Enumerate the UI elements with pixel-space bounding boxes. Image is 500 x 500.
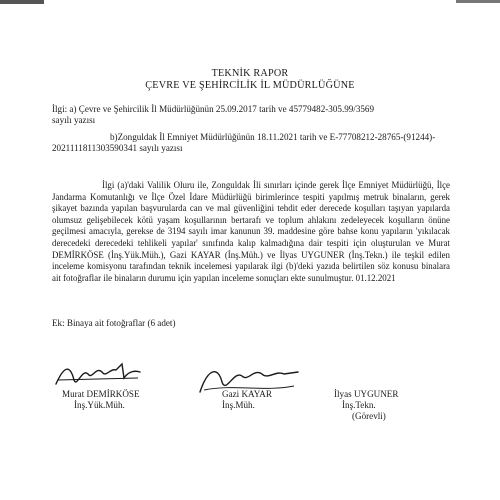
reference-a-continuation: sayılı yazısı xyxy=(52,115,96,125)
signatory-2 xyxy=(222,389,272,411)
reference-a: İlgi: a) Çevre ve Şehircilik İl Müdürlüğünün 25.09.2017 tarih ve 45779482-305.99/3569 xyxy=(52,104,375,114)
signatory-1 xyxy=(62,389,140,411)
scan-edge-mark xyxy=(0,0,500,8)
signatory-3-role: İnş.Tekn. xyxy=(342,400,376,410)
report-recipient: ÇEVRE VE ŞEHİRCİLİK İL MÜDÜRLÜĞÜNE xyxy=(145,80,355,91)
signatory-1-name: Murat DEMİRKÖSE xyxy=(62,389,140,399)
reference-b-continuation: 2021111811303590341 sayılı yazısı xyxy=(52,143,183,153)
signatory-3-name: İlyas UYGUNER xyxy=(334,389,399,399)
signatory-3 xyxy=(334,389,398,422)
reference-b: b)Zonguldak İl Emniyet Müdürlüğünün 18.11.2021 tarih ve E-77708212-28765-(91244)- xyxy=(110,132,436,142)
body-paragraph: İlgi (a)'daki Valilik Oluru ile, Zonguldak İli sınırları içinde gerek İlçe Emniyet Müdürlüğü, İlçe Jandarma Komutanlığı ve İlçe Özel İdare Müdürlüğü birimlerince tespiti yapılmış metruk binaların, gerek şikayet bazında yapılan başvurularda can ve mal güvenliğini tehdit eder derecede koşulları taşıyan yapılarda olumsuz gelişebilecek kötü yaşam koşullarının bertarafı ve toplum ahlakını zedeleyecek koşulların önüne geçilmesi amacıyla, gerekse de 3194 sayılı imar kanunun 39. maddesine göre bahse konu yapıların 'yıkılacak derecedeki derecedeki tehlikeli yapılar' sınıfında kalıp kalmadığına dair tespiti için oluşturulan ve Murat DEMİRKÖSE (İnş.Yük.Müh.), Gazi KAYAR (İnş.Müh.) ve İlyas UYGUNER (İnş.Tekn.) ile teşkil edilen inceleme komisyonu tarafından teknik incelemesi yapılarak ilgi (b)'deki yazıda belirtilen söz konusu binalara ait fotoğraflar ile binaların durumu için yapılan inceleme sonuçları ekte sunulmuştur. 01.12.2021 xyxy=(52,180,450,283)
signatory-2-name: Gazi KAYAR xyxy=(222,389,272,399)
signature-murat-demirkose xyxy=(52,358,142,392)
attachment-note: Ek: Binaya ait fotoğraflar (6 adet) xyxy=(52,318,176,328)
signatory-2-role: İnş.Müh. xyxy=(222,400,255,410)
report-title: TEKNİK RAPOR xyxy=(211,68,289,79)
signatory-1-role: İnş.Yük.Müh. xyxy=(74,400,125,410)
signatory-3-note: (Görevli) xyxy=(352,411,386,421)
